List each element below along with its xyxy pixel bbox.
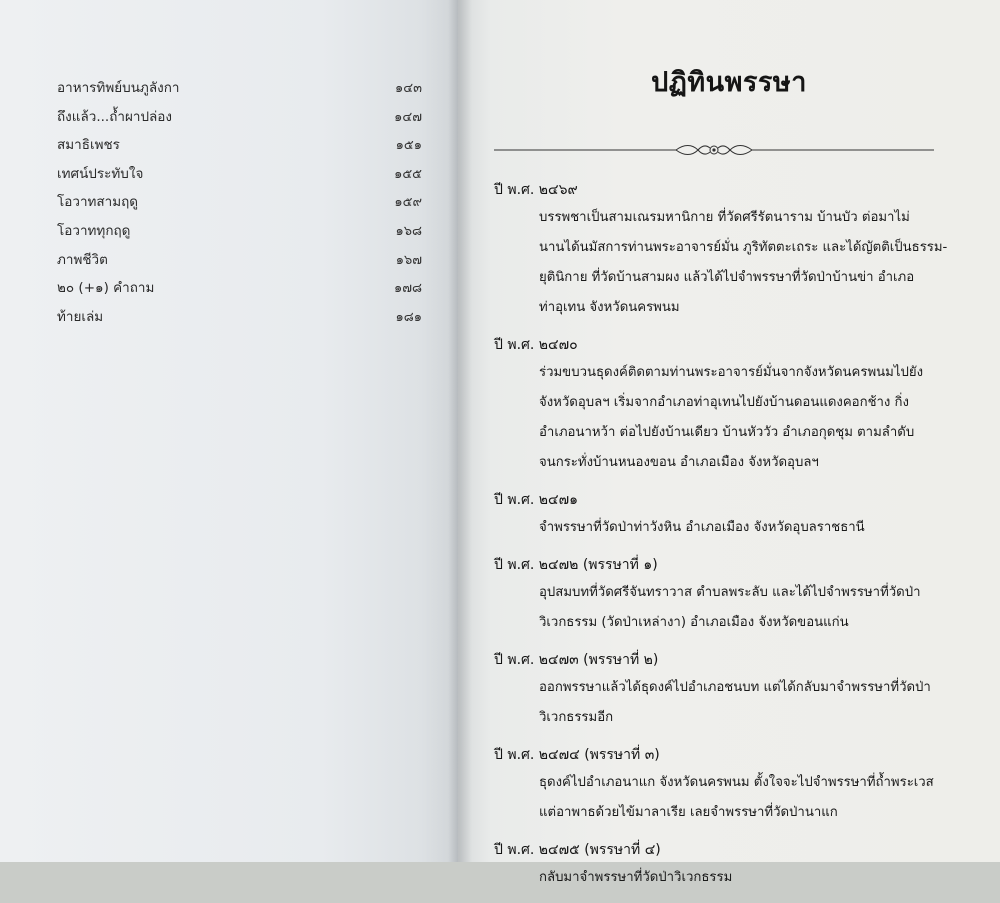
entry-year: ปี พ.ศ. ๒๔๗๑ bbox=[494, 492, 579, 508]
toc-item-page: ๑๔๓ bbox=[395, 81, 422, 96]
toc-item-title: โอวาทสามฤดู bbox=[57, 194, 139, 211]
entry-body bbox=[494, 673, 934, 733]
entry-line: กลับมาจำพรรษาที่วัดป่าวิเวกธรรม bbox=[539, 870, 733, 885]
entry-line: อำเภอนาหว้า ต่อไปยังบ้านเดียว บ้านหัววัว อำเภอกุดชุม ตามลำดับ bbox=[539, 425, 915, 440]
toc-item-title: ถึงแล้ว...ถ้ำผาปล่อง bbox=[57, 108, 172, 125]
toc-item bbox=[57, 276, 422, 305]
entry-line: นานได้นมัสการท่านพระอาจารย์มั่น ภูริทัตตะเถระ และได้ญัตติเป็นธรรม- bbox=[539, 240, 948, 255]
chronology-entry bbox=[494, 553, 934, 638]
chronology-entry bbox=[494, 838, 934, 893]
entry-body bbox=[494, 358, 934, 478]
toc-item-page: ๑๔๗ bbox=[394, 109, 422, 125]
entry-year: ปี พ.ศ. ๒๔๗๔ (พรรษาที่ ๓) bbox=[494, 747, 660, 763]
entry-line: จังหวัดอุบลฯ เริ่มจากอำเภอท่าอุเทนไปยังบ้านดอนแดงคอกช้าง กิ่ง bbox=[539, 395, 909, 410]
toc-item bbox=[57, 305, 422, 334]
toc-item-title: ภาพชีวิต bbox=[57, 251, 108, 268]
table-of-contents bbox=[57, 76, 422, 333]
chronology-entry bbox=[494, 743, 934, 828]
entry-body bbox=[494, 203, 948, 323]
toc-item-page: ๑๕๑ bbox=[395, 138, 422, 154]
toc-item-title: ท้ายเล่ม bbox=[57, 308, 104, 325]
book-gutter bbox=[448, 0, 472, 862]
entry-line: วิเวกธรรมอีก bbox=[539, 710, 614, 725]
toc-item-page: ๑๗๘ bbox=[393, 281, 422, 297]
toc-item-page: ๑๖๗ bbox=[395, 252, 422, 268]
chronology-list bbox=[494, 178, 948, 903]
toc-item-page: ๑๖๘ bbox=[395, 223, 422, 239]
entry-line: บรรพชาเป็นสามเณรมหานิกาย ที่วัดศรีรัตนาราม บ้านบัว ต่อมาไม่ bbox=[539, 210, 910, 225]
chronology-entry bbox=[494, 333, 934, 478]
entry-line: ธุดงค์ไปอำเภอนาแก จังหวัดนครพนม ตั้งใจจะไปจำพรรษาที่ถ้ำพระเวส bbox=[539, 775, 934, 790]
chronology-entry bbox=[494, 488, 934, 543]
toc-item bbox=[57, 133, 422, 162]
entry-year: ปี พ.ศ. ๒๔๗๐ bbox=[494, 337, 578, 353]
chronology-entry bbox=[494, 178, 948, 323]
entry-body bbox=[494, 768, 934, 828]
toc-item bbox=[57, 105, 422, 134]
toc-item-title: อาหารทิพย์บนภูลังกา bbox=[57, 80, 180, 96]
toc-item bbox=[57, 76, 422, 105]
chronology-entry bbox=[494, 648, 934, 733]
entry-year: ปี พ.ศ. ๒๔๖๙ bbox=[494, 182, 578, 198]
toc-item-title: เทศน์ประทับใจ bbox=[57, 165, 144, 182]
toc-item bbox=[57, 248, 422, 277]
toc-item-page: ๑๕๕ bbox=[394, 166, 422, 182]
entry-year: ปี พ.ศ. ๒๔๗๒ (พรรษาที่ ๑) bbox=[494, 557, 658, 573]
toc-item bbox=[57, 162, 422, 191]
ornament-divider-icon bbox=[494, 140, 934, 160]
entry-year: ปี พ.ศ. ๒๔๗๕ (พรรษาที่ ๔) bbox=[494, 842, 661, 858]
toc-item-page: ๑๘๑ bbox=[395, 309, 422, 325]
toc-item bbox=[57, 190, 422, 219]
entry-body bbox=[494, 863, 934, 893]
entry-line: อุปสมบทที่วัดศรีจันทราวาส ตำบลพระลับ และได้ไปจำพรรษาที่วัดป่า bbox=[539, 585, 921, 600]
entry-line: จำพรรษาที่วัดป่าท่าวังหิน อำเภอเมือง จังหวัดอุบลราชธานี bbox=[539, 520, 865, 535]
entry-line: จนกระทั่งบ้านหนองขอน อำเภอเมือง จังหวัดอุบลฯ bbox=[539, 455, 819, 470]
entry-line: ร่วมขบวนธุดงค์ติดตามท่านพระอาจารย์มั่นจากจังหวัดนครพนมไปยัง bbox=[539, 365, 924, 380]
entry-year: ปี พ.ศ. ๒๔๗๓ (พรรษาที่ ๒) bbox=[494, 652, 659, 668]
toc-item-page: ๑๕๙ bbox=[394, 195, 422, 211]
toc-item bbox=[57, 219, 422, 248]
toc-item-title: ๒๐ (+๑) คำถาม bbox=[57, 280, 155, 297]
toc-item-title: โอวาททุกฤดู bbox=[57, 222, 131, 239]
entry-line: ยุตินิกาย ที่วัดบ้านสามผง แล้วได้ไปจำพรรษาที่วัดป่าบ้านข่า อำเภอ bbox=[539, 270, 915, 285]
entry-line: แต่อาพาธด้วยไข้มาลาเรีย เลยจำพรรษาที่วัดป่านาแก bbox=[539, 805, 838, 820]
left-page bbox=[0, 0, 458, 862]
chronology-title: ปฏิทินพรรษา bbox=[651, 67, 807, 98]
entry-body bbox=[494, 578, 934, 638]
toc-item-title: สมาธิเพชร bbox=[57, 137, 120, 154]
entry-body bbox=[494, 513, 934, 543]
entry-line: ท่าอุเทน จังหวัดนครพนม bbox=[539, 300, 680, 315]
entry-line: ออกพรรษาแล้วได้ธุดงค์ไปอำเภอชนบท แต่ได้กลับมาจำพรรษาที่วัดป่า bbox=[539, 680, 931, 695]
entry-line: วิเวกธรรม (วัดป่าเหล่างา) อำเภอเมือง จังหวัดขอนแก่น bbox=[539, 615, 849, 630]
ornament-divider bbox=[494, 140, 934, 160]
